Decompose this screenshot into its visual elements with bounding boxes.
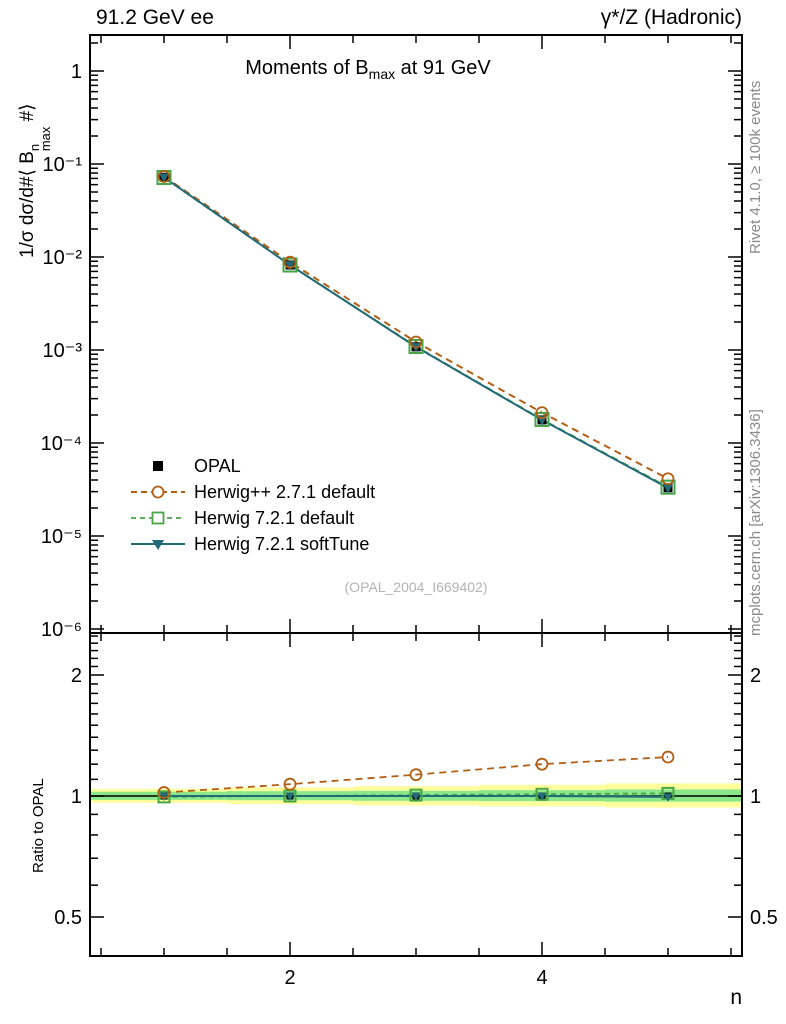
- y-tick-label: 10⁻³: [42, 340, 82, 362]
- legend-item-herwig7-default: [130, 505, 375, 531]
- y-tick-label: 10⁻⁶: [40, 619, 82, 641]
- analysis-id-watermark: (OPAL_2004_I669402): [344, 579, 488, 595]
- y-axis-label-prefix: 1/σ dσ/d#⟨ B: [17, 151, 38, 258]
- y-tick-label: 1: [70, 61, 82, 83]
- legend: [130, 453, 375, 557]
- opal-marker-icon: [130, 456, 186, 476]
- legend-label: Herwig 7.2.1 default: [194, 507, 355, 528]
- y-axis-label-sub: max: [37, 126, 53, 152]
- herwigpp-marker-icon: [130, 482, 186, 502]
- main-panel-series: [158, 171, 675, 494]
- series-line-3: [164, 177, 668, 488]
- y-axis-label-suffix: #⟩: [17, 103, 38, 127]
- rivet-version-note: Rivet 4.1.0, ≥ 100k events: [747, 80, 764, 254]
- ratio-y-axis-label: Ratio to OPAL: [30, 778, 47, 873]
- y-axis-label-sup: n: [27, 143, 42, 152]
- plot-title-prefix: Moments of B: [245, 57, 369, 79]
- ratio-tick-label-right: 2: [750, 665, 762, 687]
- series-line-1: [164, 176, 668, 478]
- y-tick-label: 10⁻⁴: [40, 433, 82, 455]
- ratio-tick-label-left: 0.5: [54, 907, 82, 929]
- plot-title-sub: max: [368, 66, 396, 82]
- ratio-tick-label-left: 2: [70, 665, 82, 687]
- mcplots-reference-note: mcplots.cern.ch [arXiv:1306.3436]: [747, 409, 764, 636]
- ratio-tick-label-right: 1: [750, 786, 762, 808]
- series-line-2: [164, 177, 668, 487]
- process-label: γ*/Z (Hadronic): [600, 6, 742, 29]
- legend-item-herwig7-softtune: [130, 531, 375, 557]
- ratio-tick-label-left: 1: [70, 786, 82, 808]
- plot-title-suffix: at 91 GeV: [395, 57, 491, 79]
- herwig7-default-marker-icon: [130, 508, 186, 528]
- y-axis-label: [16, 103, 52, 258]
- y-tick-label: 10⁻¹: [42, 154, 82, 176]
- legend-label: Herwig++ 2.7.1 default: [194, 481, 376, 502]
- x-tick-label: 2: [284, 967, 296, 989]
- beam-energy-label: 91.2 GeV ee: [96, 6, 214, 29]
- y-tick-label: 10⁻⁵: [40, 526, 82, 548]
- legend-item-opal: [130, 453, 375, 479]
- ratio-tick-label-right: 0.5: [750, 907, 778, 929]
- herwig7-softtune-marker-icon: [130, 534, 186, 554]
- x-axis-label: n: [730, 986, 742, 1009]
- legend-label: OPAL: [194, 455, 241, 476]
- legend-item-herwigpp-default: [130, 479, 375, 505]
- y-tick-label: 10⁻²: [42, 247, 82, 269]
- plot-title: [42, 57, 694, 82]
- legend-label: Herwig 7.2.1 softTune: [194, 533, 370, 554]
- x-tick-label: 4: [536, 967, 548, 989]
